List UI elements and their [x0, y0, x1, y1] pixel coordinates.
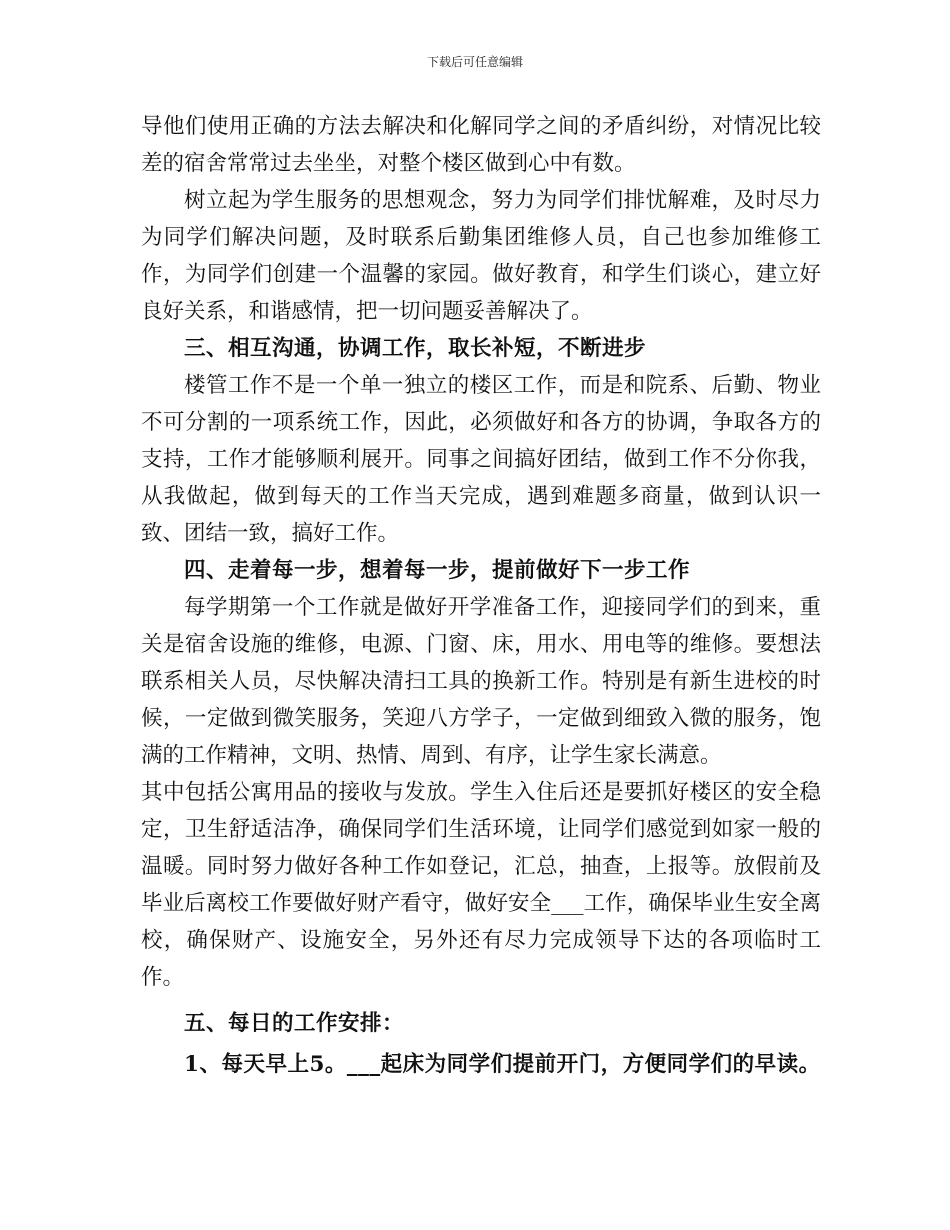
section-heading-3: 三、相互沟通，协调工作，取长补短，不断进步 [184, 336, 647, 361]
section-heading-4: 四、走着每一步，想着每一步，提前做好下一步工作 [184, 558, 691, 583]
section-heading-5: 五、每日的工作安排： [184, 1011, 405, 1036]
document-body [141, 108, 821, 1083]
page-header: 下载后可任意编辑 [426, 55, 523, 69]
paragraph-2: 树立起为学生服务的思想观念，努力为同学们排忧解难，及时尽力为同学们解决问题，及时联系后勤集团维修人员，自己也参加维修工作，为同学们创建一个温馨的家园。做好教育，和学生们谈心，建立好良好关系，和谐感情，把一切问题妥善解决了。 [141, 188, 821, 324]
paragraph-4b: 其中包括公寓用品的接收与发放。学生入住后还是要抓好楼区的安全稳定，卫生舒适洁净，确保同学们生活环境，让同学们感觉到如家一般的温暖。同时努力做好各种工作如登记，汇总，抽查，上报等。放假前及毕业后离校工作要做好财产看守，做好安全___工作，确保毕业生安全离校，确保财产、设施安全，另外还有尽力完成领导下达的各项临时工作。 [141, 780, 821, 990]
paragraph-4a: 每学期第一个工作就是做好开学准备工作，迎接同学们的到来，重关是宿舍设施的维修，电源、门窗、床，用水、用电等的维修。要想法联系相关人员，尽快解决清扫工具的换新工作。特别是有新生进校的时候，一定做到微笑服务，笑迎八方学子，一定做到细致入微的服务，饱满的工作精神，文明、热情、周到、有序，让学生家长满意。 [141, 595, 821, 768]
paragraph-1: 导他们使用正确的方法去解决和化解同学之间的矛盾纠纷，对情况比较差的宿舍常常过去坐坐，对整个楼区做到心中有数。 [141, 114, 821, 176]
daily-item-1: 1、每天早上5。___起床为同学们提前开门，方便同学们的早读。 [184, 1052, 821, 1077]
paragraph-3: 楼管工作不是一个单一独立的楼区工作，而是和院系、后勤、物业不可分割的一项系统工作，因此，必须做好和各方的协调，争取各方的支持，工作才能够顺利展开。同事之间搞好团结，做到工作不分你我，从我做起，做到每天的工作当天完成，遇到难题多商量，做到认识一致、团结一致，搞好工作。 [141, 373, 821, 546]
